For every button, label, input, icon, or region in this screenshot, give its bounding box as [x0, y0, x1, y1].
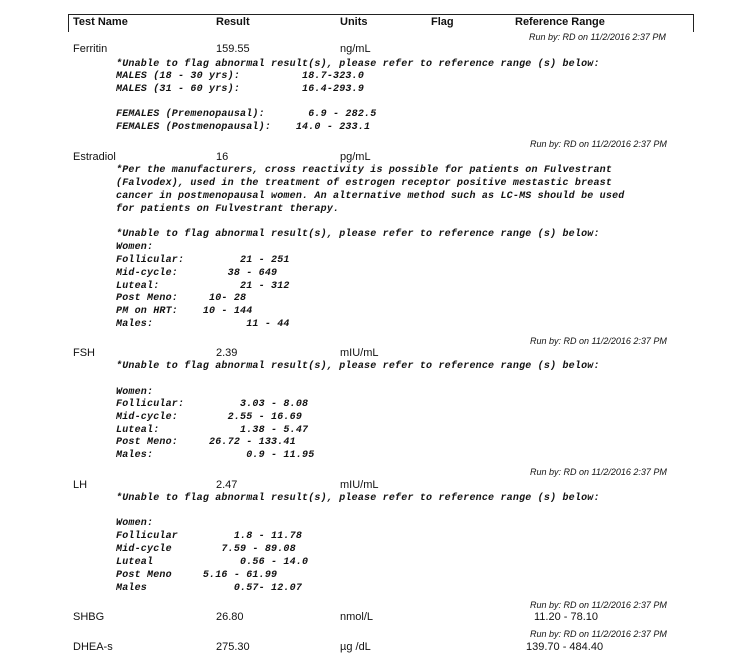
note-line: *Unable to flag abnormal result(s), please refer to reference range (s) below:: [116, 229, 600, 240]
run-by: Run by: RD on 11/2/2016 2:37 PM: [530, 139, 667, 149]
test-units: mIU/mL: [340, 479, 379, 491]
header-right-border: [693, 14, 694, 32]
test-units: mIU/mL: [340, 347, 379, 359]
test-name: FSH: [73, 347, 95, 359]
note-line: Mid-cycle 7.59 - 89.08: [116, 544, 296, 555]
run-by: Run by: RD on 11/2/2016 2:37 PM: [529, 32, 666, 42]
header-top-rule: [68, 14, 694, 15]
note-line: Luteal 0.56 - 14.0: [116, 557, 309, 568]
test-name: LH: [73, 479, 88, 491]
note-line: Post Meno: 10- 28: [116, 293, 247, 304]
col-header-reference-range: Reference Range: [515, 16, 605, 28]
note-line: cancer in postmenopausal women. An alternative method such as LC-MS should be used: [116, 191, 625, 202]
test-result: 2.47: [216, 479, 238, 491]
test-units: µg /dL: [340, 641, 371, 653]
test-units: nmol/L: [340, 611, 374, 623]
note-line: Mid-cycle: 2.55 - 16.69: [116, 412, 303, 423]
note-line: Women:: [116, 387, 154, 398]
run-by: Run by: RD on 11/2/2016 2:37 PM: [530, 600, 667, 610]
note-line: FEMALES (Premenopausal): 6.9 - 282.5: [116, 109, 377, 120]
note-line: Women:: [116, 518, 154, 529]
col-header-result: Result: [216, 16, 250, 28]
test-result: 16: [216, 151, 229, 163]
test-result: 26.80: [216, 611, 244, 623]
note-line: Luteal: 21 - 312: [116, 281, 290, 292]
note-line: *Unable to flag abnormal result(s), please refer to reference range (s) below:: [116, 59, 600, 70]
note-line: MALES (18 - 30 yrs): 18.7-323.0: [116, 71, 365, 82]
test-reference-range: 139.70 - 484.40: [526, 641, 604, 653]
test-name: Ferritin: [73, 43, 108, 55]
test-result: 159.55: [216, 43, 250, 55]
col-header-units: Units: [340, 16, 368, 28]
test-result: 2.39: [216, 347, 238, 359]
note-line: Follicular: 21 - 251: [116, 255, 290, 266]
run-by: Run by: RD on 11/2/2016 2:37 PM: [530, 467, 667, 477]
note-line: Luteal: 1.38 - 5.47: [116, 425, 309, 436]
note-line: *Unable to flag abnormal result(s), please refer to reference range (s) below:: [116, 361, 600, 372]
note-line: MALES (31 - 60 yrs): 16.4-293.9: [116, 84, 365, 95]
note-line: Males 0.57- 12.07: [116, 583, 303, 594]
note-line: Males: 11 - 44: [116, 319, 290, 330]
test-reference-range: 11.20 - 78.10: [534, 611, 599, 623]
note-line: (Falvodex), used in the treatment of estrogen receptor positive mestastic breast: [116, 178, 613, 189]
test-result: 275.30: [216, 641, 250, 653]
test-units: ng/mL: [340, 43, 371, 55]
note-line: *Per the manufacturers, cross reactivity is possible for patients on Fulvestrant: [116, 165, 613, 176]
header-left-border: [68, 14, 69, 32]
test-name: Estradiol: [73, 151, 116, 163]
note-line: Follicular: 3.03 - 8.08: [116, 399, 309, 410]
run-by: Run by: RD on 11/2/2016 2:37 PM: [530, 336, 667, 346]
note-line: Males: 0.9 - 11.95: [116, 450, 315, 461]
test-units: pg/mL: [340, 151, 371, 163]
run-by: Run by: RD on 11/2/2016 2:37 PM: [530, 629, 667, 639]
test-name: SHBG: [73, 611, 105, 623]
note-line: Post Meno 5.16 - 61.99: [116, 570, 278, 581]
note-line: *Unable to flag abnormal result(s), please refer to reference range (s) below:: [116, 493, 600, 504]
note-line: FEMALES (Postmenopausal): 14.0 - 233.1: [116, 122, 371, 133]
note-line: for patients on Fulvestrant therapy.: [116, 204, 340, 215]
col-header-test-name: Test Name: [73, 16, 128, 28]
col-header-flag: Flag: [431, 16, 454, 28]
note-line: Post Meno: 26.72 - 133.41: [116, 437, 296, 448]
note-line: Women:: [116, 242, 154, 253]
note-line: PM on HRT: 10 - 144: [116, 306, 253, 317]
test-name: DHEA-s: [73, 641, 113, 653]
note-line: Mid-cycle: 38 - 649: [116, 268, 278, 279]
note-line: Follicular 1.8 - 11.78: [116, 531, 303, 542]
